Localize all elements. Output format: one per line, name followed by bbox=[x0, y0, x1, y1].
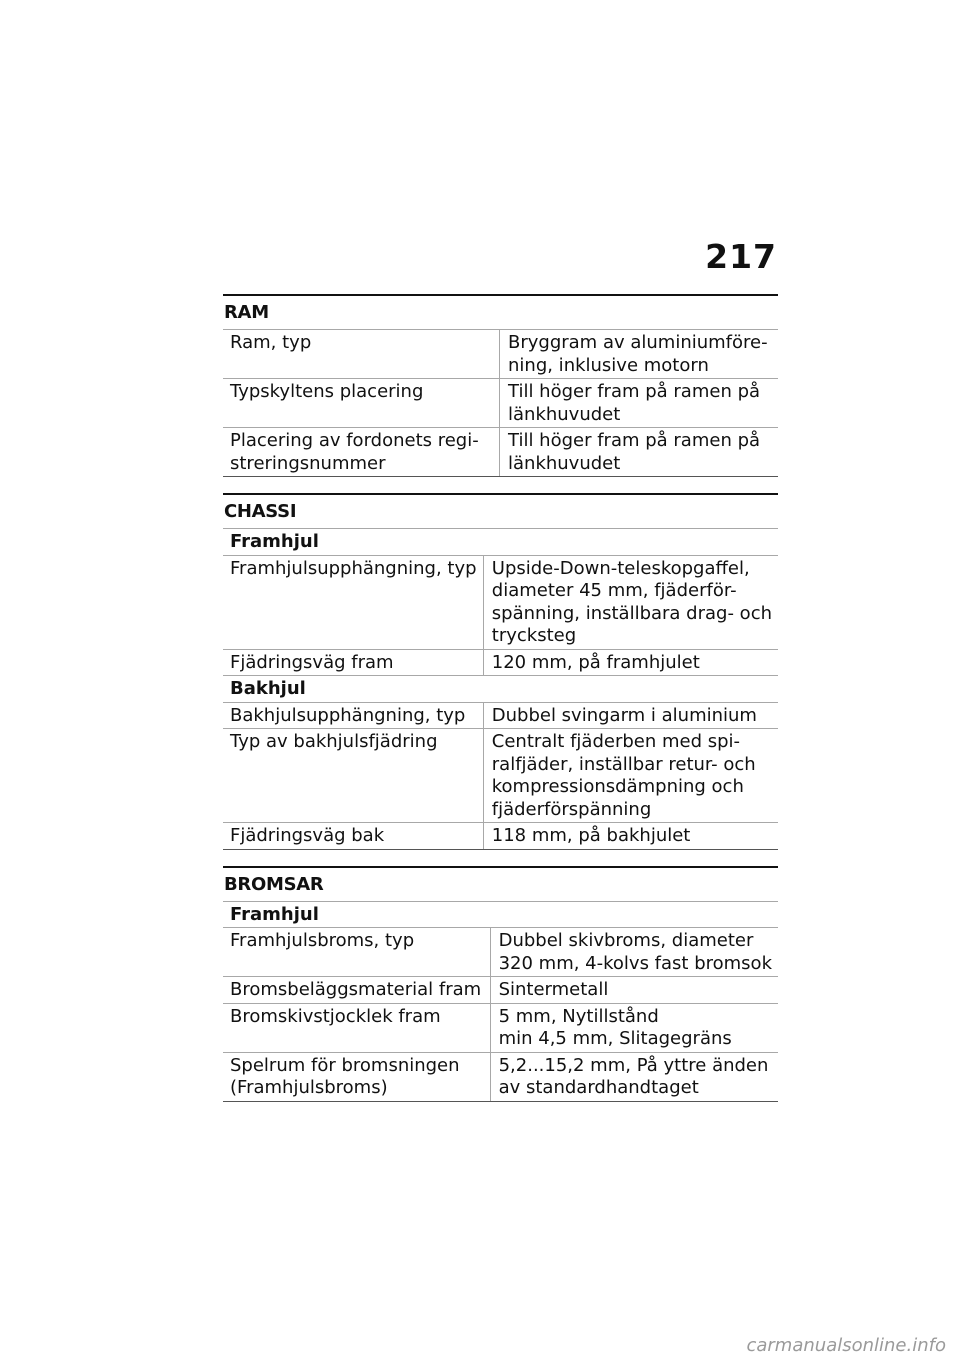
spec-label-line: Bakhjulsupphängning, typ bbox=[230, 704, 466, 726]
spec-label-line: Ram, typ bbox=[230, 332, 312, 353]
spec-value-line: spänning, inställbara drag- och bbox=[491, 602, 772, 624]
subheading-label: Framhjul bbox=[223, 529, 778, 556]
table-row bbox=[223, 823, 778, 850]
section-title: RAM bbox=[223, 294, 778, 329]
spec-label-line: Framhjulsbroms, typ bbox=[230, 930, 415, 951]
table-row bbox=[223, 702, 778, 729]
spec-value bbox=[490, 1052, 778, 1101]
spec-value-line: fjäderförspänning bbox=[491, 798, 652, 820]
spec-value bbox=[500, 428, 779, 477]
spec-table bbox=[223, 329, 778, 477]
spec-label bbox=[223, 1003, 490, 1052]
spec-value bbox=[483, 649, 778, 676]
table-row bbox=[223, 428, 778, 477]
table-row bbox=[223, 1003, 778, 1052]
spec-value-line: trycksteg bbox=[491, 625, 577, 646]
spec-value-line: Sintermetall bbox=[498, 979, 609, 1000]
spec-value-line: ning, inklusive motorn bbox=[508, 354, 709, 376]
table-row bbox=[223, 330, 778, 379]
table-subheading bbox=[223, 901, 778, 928]
table-row bbox=[223, 928, 778, 977]
spec-value-line: Dubbel skivbroms, diameter bbox=[498, 930, 754, 951]
spec-value bbox=[500, 379, 779, 428]
spec-label-line: streringsnummer bbox=[230, 452, 386, 474]
spec-label bbox=[223, 977, 490, 1004]
spec-value-line: Till höger fram på ramen på bbox=[508, 430, 761, 451]
section-bromsar bbox=[223, 866, 778, 1102]
spec-value-line: Bryggram av aluminiumföre- bbox=[508, 332, 768, 353]
spec-value-line: 120 mm, på framhjulet bbox=[491, 651, 700, 673]
spec-value-line: 5,2...15,2 mm, På yttre änden bbox=[498, 1054, 769, 1076]
spec-label-line: Typ av bakhjulsfjädring bbox=[230, 731, 438, 752]
spec-value-line: min 4,5 mm, Slitagegräns bbox=[498, 1028, 732, 1049]
spec-value-line: länkhuvudet bbox=[508, 452, 621, 474]
table-row bbox=[223, 729, 778, 823]
subheading-label: Bakhjul bbox=[223, 676, 778, 703]
spec-label-line: Framhjulsupphängning, typ bbox=[230, 557, 477, 579]
page-number: 217 bbox=[705, 237, 777, 276]
spec-label-line: Fjädringsväg fram bbox=[230, 651, 394, 673]
spec-value-line: 320 mm, 4-kolvs fast bromsok bbox=[498, 952, 772, 974]
spec-label-line: Spelrum för bromsningen bbox=[230, 1054, 460, 1076]
spec-value-line: 118 mm, på bakhjulet bbox=[491, 825, 691, 846]
spec-value bbox=[490, 1003, 778, 1052]
table-row bbox=[223, 1052, 778, 1101]
spec-value bbox=[483, 702, 778, 729]
spec-table bbox=[223, 528, 778, 850]
spec-label bbox=[223, 428, 500, 477]
table-row bbox=[223, 379, 778, 428]
spec-value-line: Centralt fjäderben med spi- bbox=[491, 731, 741, 752]
spec-label bbox=[223, 379, 500, 428]
section-ram bbox=[223, 294, 778, 477]
spec-value-line: Till höger fram på ramen på bbox=[508, 381, 761, 402]
spec-value-line: av standardhandtaget bbox=[498, 1077, 699, 1098]
spec-value bbox=[483, 823, 778, 850]
spec-value bbox=[483, 729, 778, 823]
spec-value-line: länkhuvudet bbox=[508, 403, 621, 425]
table-row bbox=[223, 977, 778, 1004]
section-chassi bbox=[223, 493, 778, 850]
spec-label bbox=[223, 702, 483, 729]
spec-value-line: kompressionsdämpning och bbox=[491, 776, 744, 797]
spec-value bbox=[500, 330, 779, 379]
spec-label bbox=[223, 928, 490, 977]
spec-label-line: Typskyltens placering bbox=[230, 381, 424, 402]
spec-label-line: Bromskivstjocklek fram bbox=[230, 1005, 441, 1027]
subheading-label: Framhjul bbox=[223, 901, 778, 928]
spec-content bbox=[223, 294, 778, 1118]
spec-value-line: 5 mm, Nytillstånd bbox=[498, 1005, 659, 1027]
spec-value bbox=[483, 555, 778, 649]
spec-label bbox=[223, 1052, 490, 1101]
spec-value-line: Upside-Down-teleskopgaffel, bbox=[491, 557, 750, 579]
spec-label bbox=[223, 555, 483, 649]
table-row bbox=[223, 649, 778, 676]
spec-label bbox=[223, 649, 483, 676]
spec-label-line: (Framhjulsbroms) bbox=[230, 1077, 388, 1098]
spec-value-line: ralfjäder, inställbar retur- och bbox=[491, 753, 756, 775]
spec-label bbox=[223, 823, 483, 850]
section-title: BROMSAR bbox=[223, 866, 778, 901]
spec-value-line: Dubbel svingarm i aluminium bbox=[491, 704, 757, 726]
section-title: CHASSI bbox=[223, 493, 778, 528]
table-row bbox=[223, 555, 778, 649]
spec-label-line: Placering av fordonets regi- bbox=[230, 430, 479, 451]
spec-value bbox=[490, 977, 778, 1004]
spec-label bbox=[223, 330, 500, 379]
spec-value-line: diameter 45 mm, fjäderför- bbox=[491, 580, 737, 601]
spec-label-line: Fjädringsväg bak bbox=[230, 825, 385, 846]
spec-table bbox=[223, 901, 778, 1102]
table-subheading bbox=[223, 676, 778, 703]
spec-label-line: Bromsbeläggsmaterial fram bbox=[230, 979, 482, 1000]
table-subheading bbox=[223, 529, 778, 556]
spec-label bbox=[223, 729, 483, 823]
spec-value bbox=[490, 928, 778, 977]
watermark: carmanualsonline.info bbox=[746, 1335, 946, 1356]
